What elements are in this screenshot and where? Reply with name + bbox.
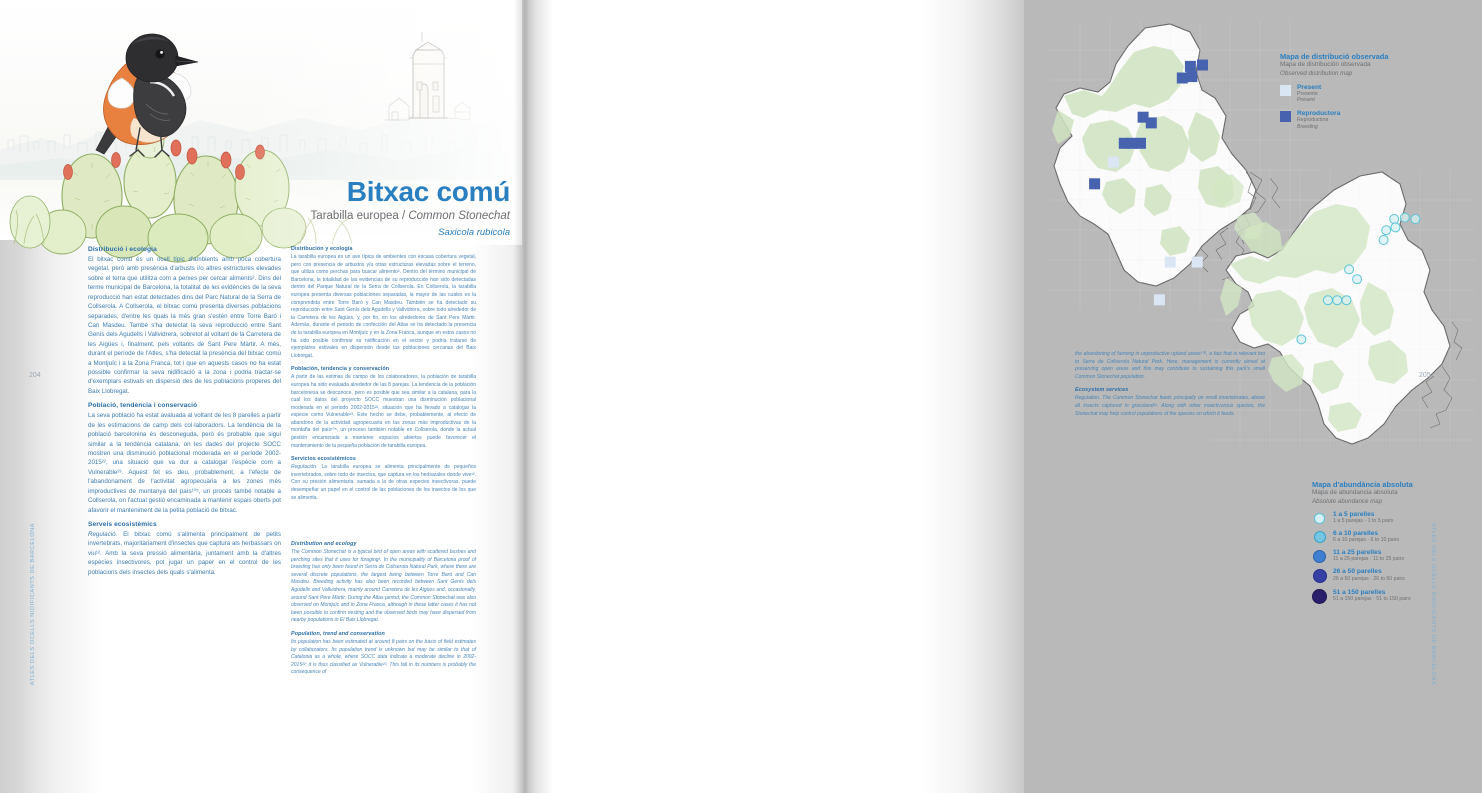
distribution-cell — [1108, 157, 1119, 168]
legend-dist-breeding-es: Reproductora — [1297, 117, 1329, 124]
para-ca-ecosystem — [88, 530, 281, 577]
abundance-point — [1297, 335, 1306, 344]
heading-en-population: Population, trend and conservation — [291, 630, 385, 637]
legend-abun-sublabel-4: 26 a 50 parejas · 26 to 50 pairs — [1333, 575, 1405, 582]
legend-abun-sublabel-3: 11 a 25 parejas · 11 to 25 pairs — [1333, 556, 1405, 563]
abundance-point — [1382, 226, 1391, 235]
para-es-ecosystem — [291, 464, 476, 502]
legend-abun-sublabel-1: 1 a 5 parejas · 1 to 5 pairs — [1333, 518, 1394, 525]
heading-en-ecosystem: Ecosystem services — [1075, 387, 1129, 394]
species-name-en: Common Stonechat — [408, 210, 510, 222]
legend-abun-rows — [1312, 511, 1482, 604]
species-name-es: Tarabilla europea / — [310, 210, 409, 222]
legend-dist-item-breeding — [1280, 110, 1440, 130]
page-number-right: 205 — [1419, 372, 1431, 379]
legend-abun-label-2: 6 a 10 parelles — [1333, 529, 1379, 537]
abundance-point — [1400, 213, 1409, 222]
heading-es-ecosystem: Servicios ecosistémicos — [291, 456, 356, 463]
distribution-cell — [1186, 71, 1197, 82]
abundance-point — [1390, 215, 1399, 224]
lead-es-regulation: Regulación. — [291, 464, 322, 471]
legend-dist-present-es: Presente — [1297, 91, 1318, 98]
text-column-english-part1 — [291, 541, 476, 683]
heading-es-population: Población, tendencia y conservación — [291, 366, 390, 373]
para-en-distribution: The Common Stonechat is a typical bird of open areas with scattered bushes and perching sites that it uses for foraging². In the municipality of Barcelona proof of breeding has only been found in Serra de Collserola Natural Park, where there are several discrete populations, the largest being between Torre Baró and Can Masdeu. Breeding activity has also been recorded between Sant Genís dels Agudells and Vallvidrera, mainly around Carretera de les Aigües and, occasionally, around Sant Pere Màrtir. During the Atlas period, the Common Stonechat was also observed on Montjuïc and in Zona Franca, although in these latter cases it has not been possible to confirm nesting and the observed birds may have dispersed from nearby populations in El Baix Llobregat. — [291, 549, 476, 624]
para-ca-ecosystem-body: El bitxac comú s'alimenta principalment de petits invertebrats, majoritàriament d'insectes que captura als herbassars on viu¹². Amb la seva pressió alimentària, juntament amb la d'altres espècies insectívores, pot jugar un paper en el control de les poblacions dels insectes dels quals s'alimenta. — [88, 530, 281, 576]
text-column-catalan — [88, 246, 281, 583]
para-es-population: A partir de las estimas de campo de los colaboradores, la población de tarabilla europea ha sido evaluada alrededor de las 8 parejas. La tendencia de la población barcelonesa se desconoce, pero es posible que sea similar a la catalana, para la cual los datos del proyecto SOCC muestran una disminución poblacional moderada en el periodo 2002-2015²², situación que ha llevado a catalogar la especie como Vulnerable²³. Este hecho se debe, probablemente, al efecto de abandono de la actividad agropecuaria en las zonas más improductivas de la montaña del país¹⁰⁵, un proceso también notable en Collserola, donde la actual gestión encaminada a mantener espacios abiertos puede favorecer el mantenimiento de la pequeña población de tarabilla europea. — [291, 374, 476, 449]
distribution-cell — [1192, 257, 1203, 268]
abundance-point — [1345, 265, 1354, 274]
heading-es-distribution: Distribución y ecología — [291, 246, 353, 252]
legend-dist-present-ca: Present — [1297, 83, 1322, 91]
species-common-name-ca: Bitxac comú — [346, 176, 510, 207]
legend-swatch-breeding — [1280, 111, 1291, 122]
legend-dist-title-es: Mapa de distribución observada — [1280, 61, 1371, 69]
text-column-english-part2 — [1075, 351, 1265, 424]
para-en-ecosystem-body: The Common Stonechat feeds principally on small invertebrates, above all insects captured in grassland¹². Along with other insectivorous species, the Stonechat may help control populations of the species on which it feeds. — [1075, 395, 1266, 417]
legend-abun-item-1 — [1312, 511, 1482, 525]
para-es-distribution: La tarabilla europea es un ave típica de ambientes con escasa cobertura vegetal, pero con presencia de arbustos y/u otras estructuras elevadas sobre el terreno, que utiliza como perchas para buscar alimento². Dentro del término municipal de Barcelona, la totalidad de las evidencias de su reproducción han sido detectadas dentro del Parque Natural de la Serra de Collserola. En Collserola, la tarabilla europea presenta diversas poblaciones separadas, la mayor de las cuales es la comprendida entre Torre Baró y Can Masdeu. También se ha detectado su reproducción entre Sant Genís dels Agudells y Vallvidrera, sobre todo alrededor de la Carretera de les Aigües, y, por fin, en los alrededores de Sant Pere Màrtir. Además, durante el periodo de confección del Atlas se ha detectado la presencia de la tarabilla europea en Montjuïc y en la Zona Franca, aunque en estos casos no ha sido posible confirmar su nidificación en el sector y podría tratarse de ejemplares estivales en dispersión desde las poblaciones cercanas del Baix Llobregat. — [291, 254, 476, 359]
abundance-point — [1342, 296, 1351, 305]
distribution-cell — [1154, 294, 1165, 305]
legend-dot-class-3 — [1313, 550, 1326, 563]
running-head-left: ATLES DELS OCELLS NIDIFICANTS DE BARCELONA — [30, 523, 36, 686]
legend-dot-class-4 — [1313, 569, 1327, 583]
legend-dist-present-en: Present — [1297, 97, 1315, 104]
legend-abun-item-2 — [1312, 530, 1482, 544]
heading-ca-distribution: Distribució i ecologia — [88, 246, 157, 253]
para-es-ecosystem-body: La tarabilla europea se alimenta principalmente de pequeños invertebrados, sobre todo de insectos, que captura en los herbazales donde vive¹². Con su presión alimentaria, sumada a la de otras especies insectívoras, puede desempeñar un papel en el control de las poblaciones de los insectos de los que se alimenta. — [291, 464, 476, 501]
para-en-ecosystem — [1075, 395, 1265, 418]
species-scientific-name: Saxicola rubicola — [438, 226, 510, 238]
legend-abun-label-3: 11 a 25 parelles — [1333, 548, 1382, 556]
legend-abun-sublabel-5: 51 a 150 parejas · 51 to 150 pairs — [1333, 596, 1411, 603]
species-names-line — [305, 210, 510, 224]
legend-abun-item-4 — [1312, 568, 1482, 583]
legend-dist-breeding-en: Breeding — [1297, 123, 1318, 130]
legend-swatch-present — [1280, 85, 1291, 96]
legend-observed-distribution — [1280, 52, 1440, 130]
legend-dot-class-2 — [1314, 531, 1326, 543]
distribution-cell — [1135, 138, 1146, 149]
distribution-cell — [1185, 61, 1196, 72]
legend-abun-title-ca: Mapa d'abundància absoluta — [1312, 480, 1413, 489]
distribution-cell — [1165, 257, 1176, 268]
legend-abun-label-5: 51 a 150 parelles — [1333, 588, 1386, 596]
para-en-population-start: Its population has been estimated at around 8 pairs on the basis of field estimates by collaborators. Its population trend is unknown but may be similar to that of Catalonia as a whole, where SOCC data indicate a moderate decline in 2002-2015²²; it is thus classified as Vulnerable²³. This fall in its numbers is probably the consequence of — [291, 638, 476, 676]
legend-abun-item-5 — [1312, 588, 1482, 604]
legend-abun-sublabel-2: 6 a 10 parejas · 6 to 10 pairs — [1333, 537, 1400, 544]
legend-abun-item-3 — [1312, 549, 1482, 563]
legend-dist-title-en: Observed distribution map — [1280, 69, 1353, 77]
page-left — [0, 0, 522, 793]
running-head-right: ATLES DELS OCELLS NIDIFICANTS DE BARCELONA — [1430, 523, 1436, 686]
legend-abun-title-en: Absolute abundance map — [1312, 497, 1383, 505]
legend-dot-class-1 — [1314, 513, 1325, 524]
abundance-point — [1411, 215, 1420, 224]
lead-ca-regulation: Regulació. — [88, 530, 124, 538]
abundance-point — [1323, 296, 1332, 305]
abundance-point — [1391, 223, 1400, 232]
legend-dist-item-present — [1280, 84, 1440, 104]
heading-en-distribution: Distribution and ecology — [291, 541, 357, 547]
distribution-cell — [1146, 117, 1157, 128]
page-number-left: 204 — [29, 372, 41, 379]
distribution-cell — [1089, 178, 1100, 189]
para-ca-distribution: El bitxac comú és un ocell típic d'ambients amb poca cobertura vegetal, però amb presència d'arbusts i/o altres estructures elevades sobre el terra que utilitza com a perxes per cercar aliments². Dins del terme municipal de Barcelona, la totalitat de les evidències de la seva reproducció han estat detectades dins del Parc Natural de la Serra de Collserola. A Collserola, el bitxac comú presenta diverses poblacions separades, d'entre les quals la més gran s'estén entre Torre Baró i Can Masdeu. També s'ha detectat la seva reproducció entre Sant Genís dels Agudells i Vallvidrera, sobretot al voltant de la Carretera de les Aigües i, finalment, pels voltants de Sant Pere Màrtir. A més, durant el període de l'Atles, s'ha detectat la presència del bitxac comú a Montjuïc i a la Zona Franca, tot i que en aquests casos no ha estat possible confirmar la seva nidificació a la zona i podria tractar-se d'exemplars estivals en dispersió des de les poblacions properes del Baix Llobregat. — [88, 256, 281, 395]
abundance-point — [1379, 236, 1388, 245]
heading-ca-population: Població, tendència i conservació — [88, 402, 198, 410]
legend-dist-title-ca: Mapa de distribució observada — [1280, 52, 1389, 61]
legend-dist-breeding-ca: Reproductora — [1297, 109, 1341, 117]
para-ca-population: La seva població ha estat avaluada al voltant de les 8 parelles a partir de les estimacions de camp dels col·laboradors. La tendència de la població barcelonina és desconeguda, però és probable que sigui similar a la tendència catalana, on les dades del projecte SOCC mostren una disminució poblacional moderada en el període 2002-2015²², una situació que va dur a catalogar l'espècie com a Vulnerable²³. Aquest fet es deu, probablement, a l'efecte de l'abandonament de l'activitat agropecuària a les zones més improductives de muntanya del país¹⁰⁵, un procés també notable a Collserola, on l'actual gestió encaminada a mantenir espais oberts pot afavorir el manteniment de la petita població de bitxac. — [88, 412, 281, 514]
heading-ca-ecosystem: Serveis ecosistèmics — [88, 520, 157, 528]
lead-en-regulation: Regulation. — [1075, 395, 1103, 402]
legend-dot-class-5 — [1312, 589, 1327, 604]
legend-absolute-abundance — [1312, 480, 1482, 604]
species-title-block — [305, 178, 510, 238]
abundance-point — [1353, 275, 1362, 284]
abundance-point — [1333, 296, 1342, 305]
distribution-cell — [1197, 60, 1208, 71]
legend-abun-label-1: 1 a 5 parelles — [1333, 510, 1375, 518]
distribution-cell — [1177, 73, 1188, 84]
text-column-spanish — [291, 246, 476, 508]
legend-abun-label-4: 26 a 50 parelles — [1333, 568, 1382, 576]
legend-abun-title-es: Mapa de abundancia absoluta — [1312, 489, 1398, 497]
para-en-population-cont: the abandoning of farming in unproductive upland areas¹⁰⁵, a fact that is relevant too to Serra de Collserola Natural Park. Here, management is currently aimed at preserving open areas and this may contribute to sustaining this park's small Common Stonechat population. — [1075, 351, 1265, 380]
page-right — [522, 0, 1436, 793]
